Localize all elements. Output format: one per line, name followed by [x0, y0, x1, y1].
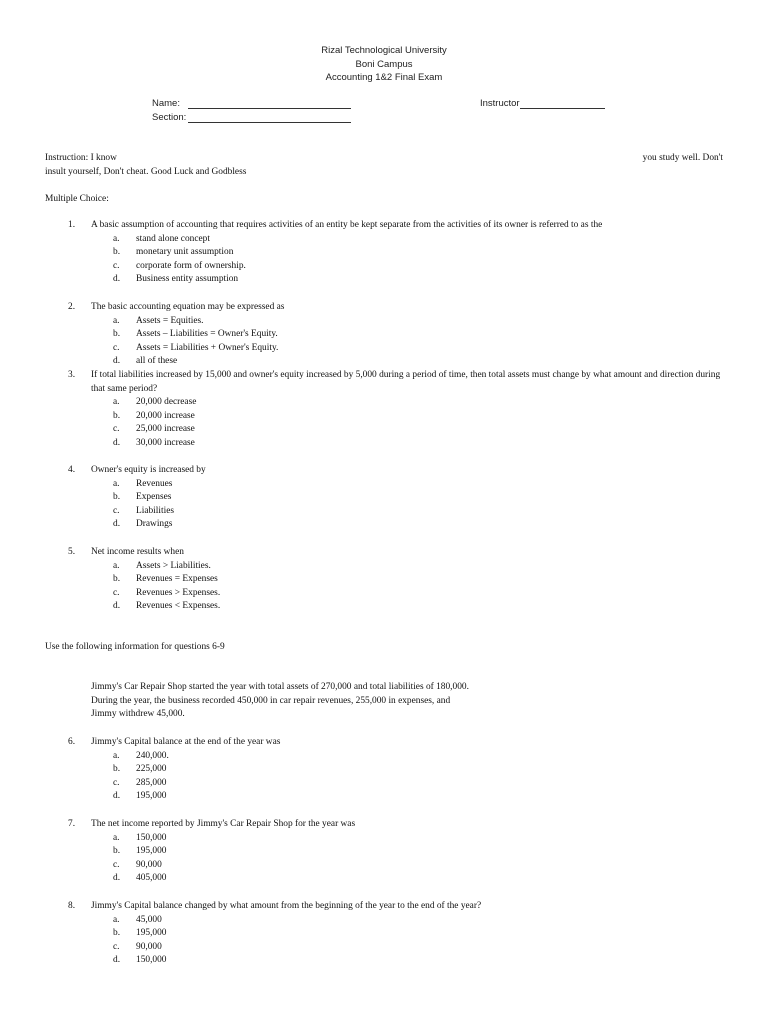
option-letter: d.	[113, 438, 121, 448]
option-text: Liabilities	[136, 505, 175, 516]
option-letter: a.	[113, 315, 120, 326]
exam-title: Accounting 1&2 Final Exam	[325, 72, 443, 83]
option-letter: c.	[113, 859, 120, 870]
option-letter: c.	[113, 424, 120, 435]
option-text: 150,000	[136, 832, 167, 843]
option-letter: b.	[113, 410, 121, 421]
option-letter: d.	[113, 873, 121, 884]
option-text: 90,000	[136, 859, 162, 870]
instructor-label: Instructor	[480, 98, 520, 109]
option-text: Revenues = Expenses	[136, 574, 218, 585]
instruction-left: Instruction: I know	[45, 153, 117, 163]
option-text: Assets > Liabilities.	[136, 560, 211, 571]
option-text: Revenues	[136, 478, 173, 489]
option-letter: d.	[113, 791, 121, 802]
exam-header	[0, 44, 768, 85]
option-text: Business entity assumption	[136, 274, 239, 285]
option-text: 30,000 increase	[136, 438, 195, 448]
question-text: The basic accounting equation may be expressed as	[91, 302, 285, 312]
info-passage: Jimmy's Car Repair Shop started the year with total assets of 270,000 and total liabilities of 180,000. During the year, the business recorded 450,000 in car repair revenues, 255,000 in expenses, and Jimmy withdrew 45,000.	[91, 682, 469, 720]
option-letter: a.	[113, 233, 120, 244]
option-letter: d.	[113, 955, 121, 966]
question-number: 3.	[68, 370, 76, 380]
option-text: Expenses	[136, 492, 172, 503]
option-text: 150,000	[136, 955, 167, 966]
option-letter: b.	[113, 764, 121, 775]
name-field	[152, 98, 180, 109]
question-number: 7.	[68, 819, 76, 829]
option-text: 195,000	[136, 791, 167, 802]
option-text: Revenues < Expenses.	[136, 601, 221, 612]
question-number: 6.	[68, 737, 76, 747]
option-letter: a.	[113, 832, 120, 843]
option-letter: a.	[113, 478, 120, 489]
question-number: 1.	[68, 220, 76, 230]
option-text: 195,000	[136, 846, 167, 857]
option-letter: d.	[113, 519, 121, 530]
option-letter: c.	[113, 587, 120, 598]
section-label: Section:	[152, 112, 187, 123]
section-field	[152, 112, 186, 123]
option-letter: c.	[113, 342, 120, 353]
option-letter: d.	[113, 356, 121, 367]
name-blank[interactable]	[188, 98, 351, 109]
option-letter: c.	[113, 505, 120, 516]
section-title: Multiple Choice:	[45, 194, 109, 204]
option-letter: a.	[113, 397, 120, 408]
option-letter: a.	[113, 750, 120, 761]
campus-name: Boni Campus	[355, 58, 413, 70]
option-text: 285,000	[136, 777, 167, 788]
option-text: Drawings	[136, 519, 173, 530]
question-number: 5.	[68, 547, 76, 557]
option-text: 25,000 increase	[136, 424, 195, 435]
option-text: Assets = Equities.	[136, 315, 204, 326]
instruction-line2: insult yourself, Don't cheat. Good Luck and Godbless	[45, 167, 247, 177]
option-letter: d.	[113, 274, 121, 285]
option-text: Assets = Liabilities + Owner's Equity.	[136, 342, 279, 353]
instructor-blank[interactable]	[520, 98, 605, 109]
option-text: 45,000	[136, 914, 162, 925]
question-number: 2.	[68, 302, 76, 312]
option-text: monetary unit assumption	[136, 247, 234, 258]
question-text: A basic assumption of accounting that requires activities of an entity be kept separate from the activities of its owner is referred to as the	[91, 220, 603, 230]
question-text: Jimmy's Capital balance changed by what amount from the beginning of the year to the end of the year?	[91, 901, 482, 911]
option-letter: b.	[113, 846, 121, 857]
option-letter: b.	[113, 492, 121, 503]
option-text: all of these	[136, 356, 178, 367]
option-letter: b.	[113, 928, 121, 939]
option-letter: a.	[113, 560, 120, 571]
question-text: The net income reported by Jimmy's Car Repair Shop for the year was	[91, 819, 356, 829]
question-text: If total liabilities increased by 15,000 and owner's equity increased by 5,000 during a period of time, then total assets must change by what amount and direction during that same period?	[91, 370, 721, 394]
option-text: 90,000	[136, 941, 162, 952]
instructor-field	[480, 98, 605, 109]
option-text: Revenues > Expenses.	[136, 587, 221, 598]
option-text: Assets – Liabilities = Owner's Equity.	[136, 329, 278, 340]
question-text: Owner's equity is increased by	[91, 465, 206, 475]
option-text: 195,000	[136, 928, 167, 939]
option-text: 405,000	[136, 873, 167, 884]
option-text: 20,000 increase	[136, 410, 195, 421]
option-text: 240,000.	[136, 750, 169, 761]
option-letter: c.	[113, 777, 120, 788]
option-letter: c.	[113, 941, 120, 952]
question-number: 4.	[68, 465, 76, 475]
university-name: Rizal Technological University	[321, 45, 447, 56]
option-text: 225,000	[136, 764, 167, 775]
option-letter: a.	[113, 914, 120, 925]
instruction-right: you study well. Don't	[642, 153, 723, 163]
option-text: 20,000 decrease	[136, 397, 197, 408]
option-text: corporate form of ownership.	[136, 260, 246, 271]
question-text: Jimmy's Capital balance at the end of the year was	[91, 737, 281, 747]
option-letter: b.	[113, 247, 121, 258]
option-letter: c.	[113, 260, 120, 271]
question-number: 8.	[68, 901, 76, 911]
student-fields	[152, 98, 612, 128]
question-text: Net income results when	[91, 547, 184, 557]
info-heading: Use the following information for questions 6-9	[45, 642, 225, 652]
option-letter: b.	[113, 574, 121, 585]
option-letter: d.	[113, 601, 121, 612]
section-blank[interactable]	[188, 112, 351, 123]
option-letter: b.	[113, 329, 121, 340]
name-label: Name:	[152, 98, 180, 109]
option-text: stand alone concept	[136, 233, 210, 244]
